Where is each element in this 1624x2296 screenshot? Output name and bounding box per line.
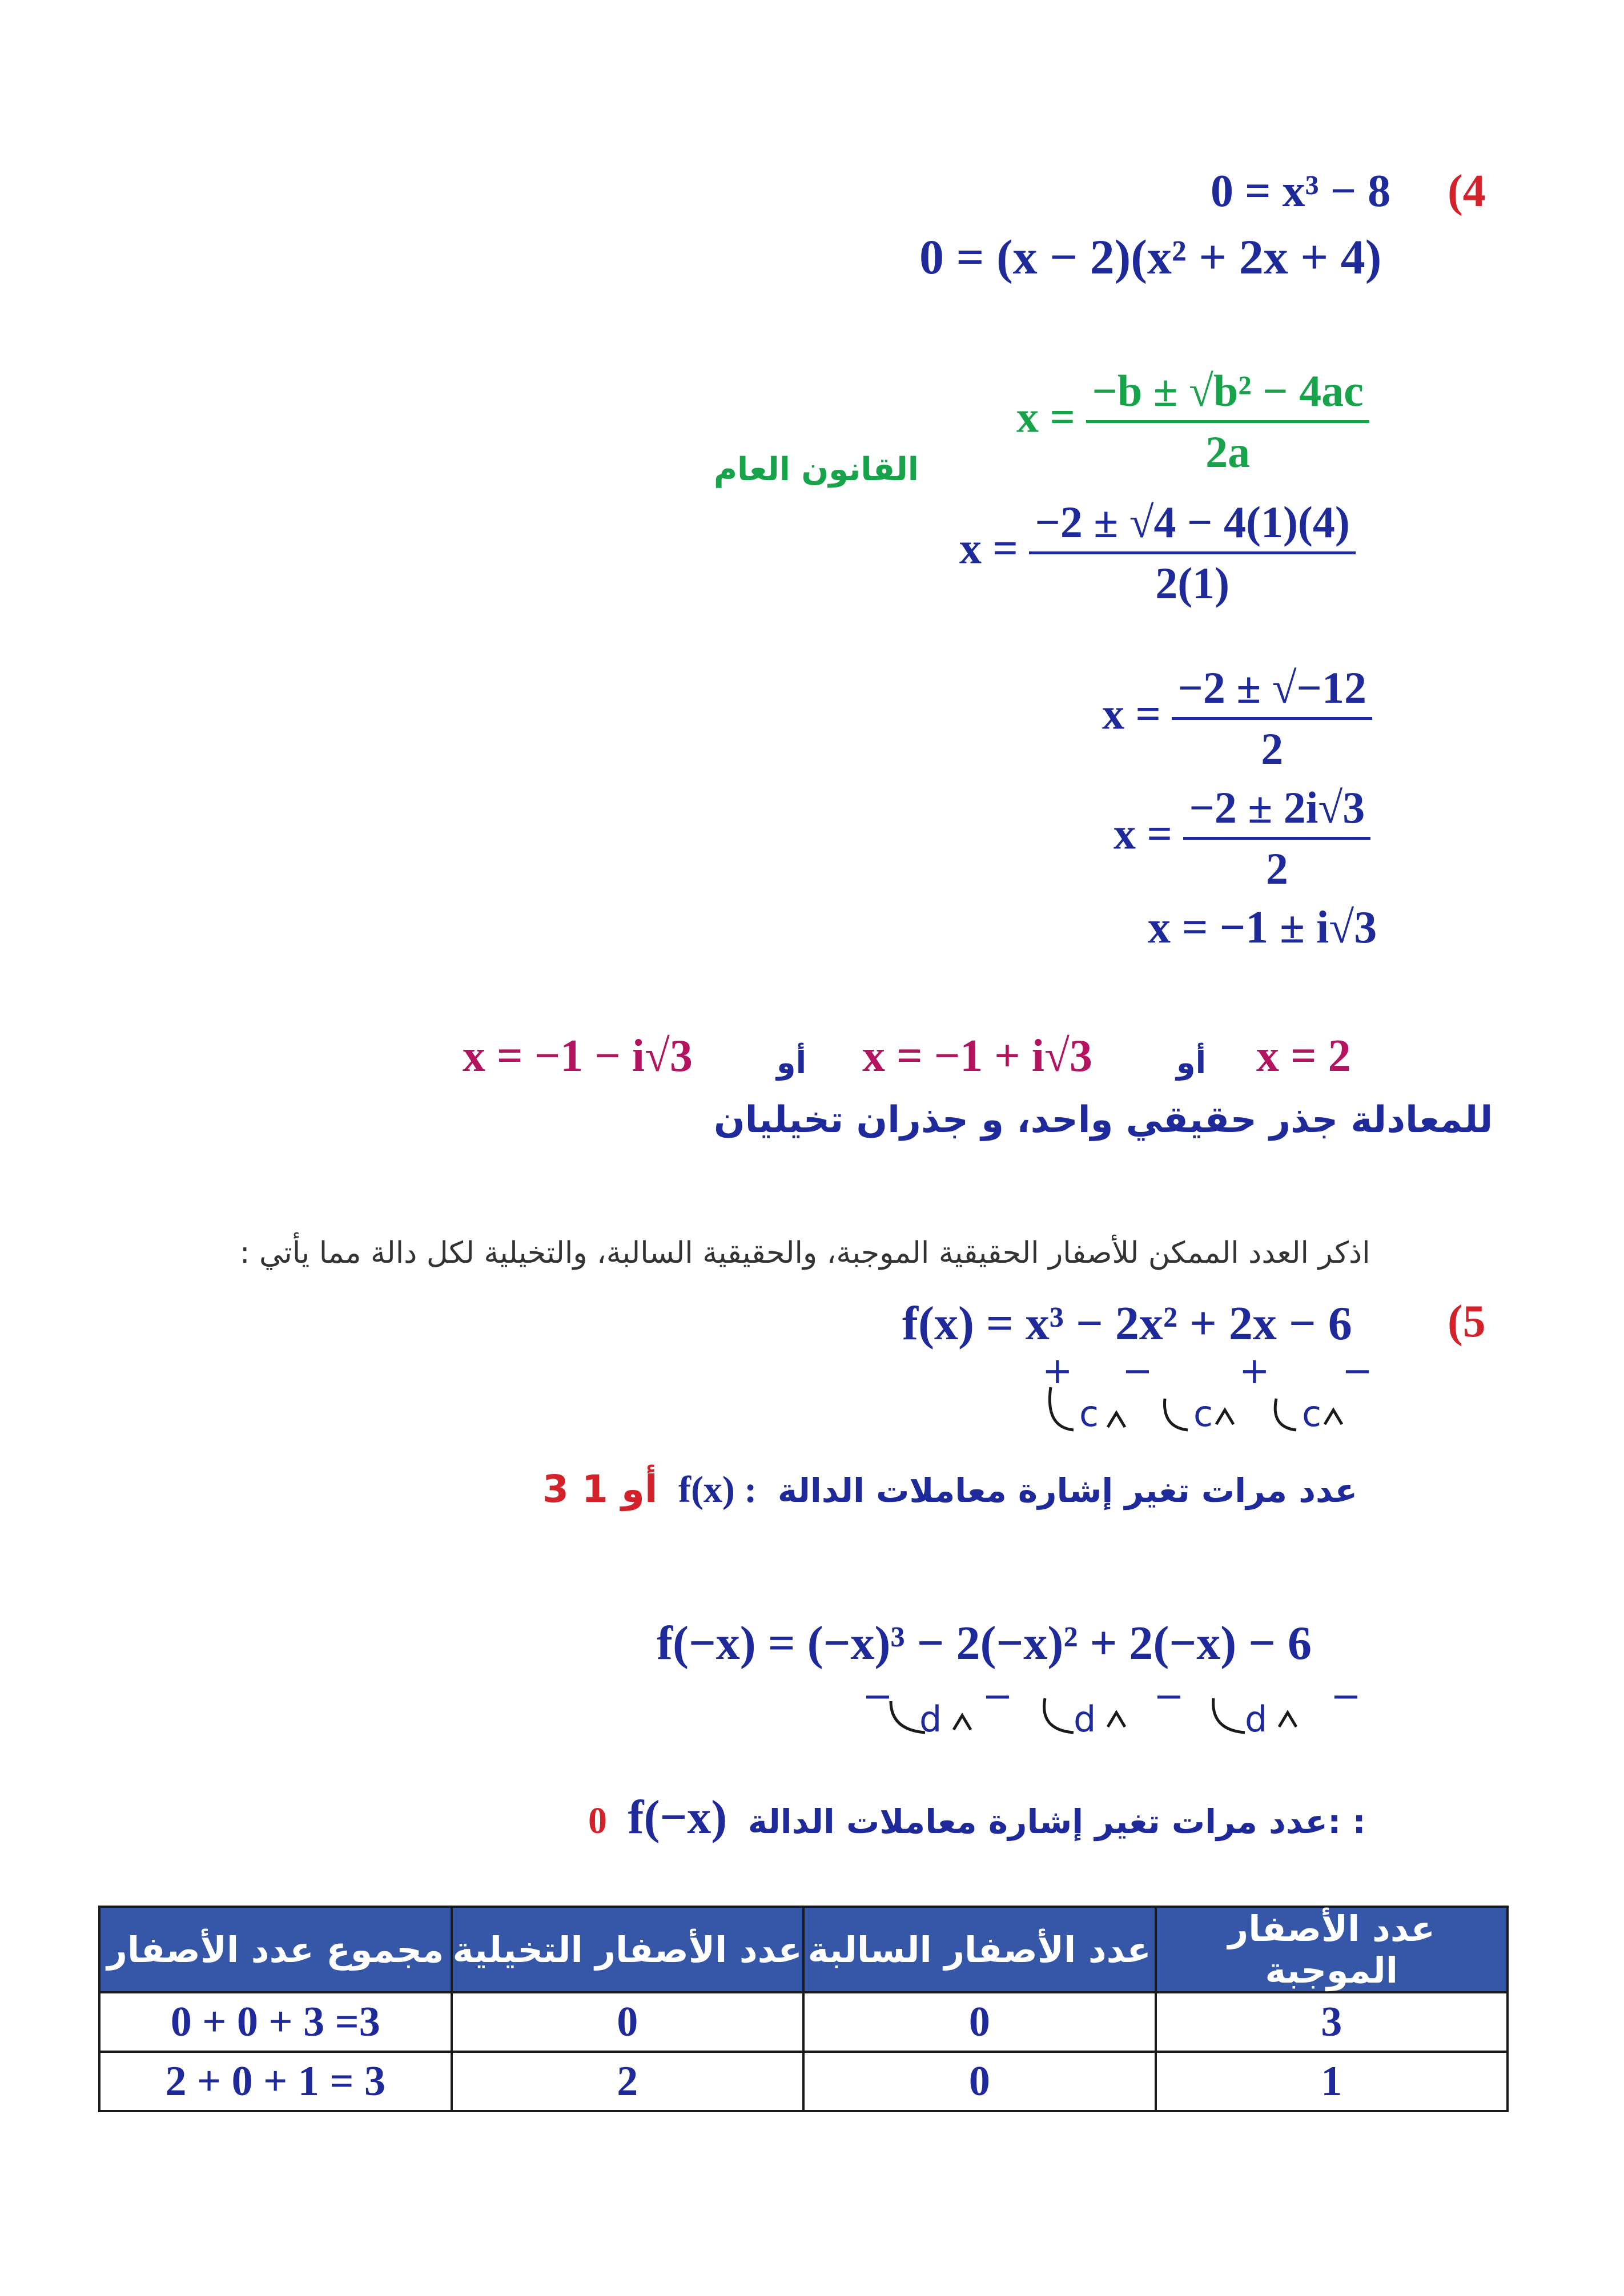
arc-fnegx-2b: [1108, 1713, 1125, 1727]
equation-cubic: 0 = x³ − 8: [1211, 166, 1391, 216]
step1-denominator: 2(1): [1155, 558, 1230, 608]
formula-denominator: 2a: [1205, 427, 1251, 477]
quadratic-formula: [1016, 365, 1369, 478]
step3-denominator: 2: [1265, 844, 1288, 893]
sign-changes-fnegx-label: عدد مرات تغير إشارة معاملات الدالة: :: [747, 1802, 1366, 1841]
step-imaginary: [1114, 782, 1370, 895]
sign-changes-fx-label: عدد مرات تغير إشارة معاملات الدالة: [777, 1471, 1358, 1510]
sign-fx-2: −: [1122, 1350, 1153, 1392]
sign-fx-3: +: [1239, 1350, 1270, 1392]
sign-changes-fnegx-expr: f(−x): [628, 1791, 727, 1844]
cell-imaginary: 0: [452, 1992, 804, 2052]
cell-total: 0 + 0 + 3 =3: [99, 1992, 452, 2052]
quadratic-formula-label: القانون العام: [714, 451, 919, 488]
change-mark-fx-3: c: [1302, 1393, 1322, 1435]
problem-number-4: (4: [1448, 166, 1486, 216]
roots-conclusion: للمعادلة جذر حقيقي واحد، و جذران تخيليان: [714, 1099, 1493, 1141]
formula-lhs: x =: [1016, 392, 1075, 442]
function-f-neg-x: f(−x) = (−x)³ − 2(−x)² + 2(−x) − 6: [657, 1617, 1312, 1670]
arc-fx-3: [1275, 1399, 1296, 1430]
header-total-zeros: مجموع عدد الأصفار: [99, 1907, 452, 1992]
table-header-row: [99, 1907, 1508, 1992]
header-imaginary-zeros: عدد الأصفار التخيلية: [452, 1907, 804, 1992]
sign-changes-fx-line: [542, 1467, 1357, 1512]
zeros-table: [98, 1906, 1509, 2112]
step1-numerator: −2 ± √4 − 4(1)(4): [1029, 497, 1355, 554]
cell-positive: 3: [1156, 1992, 1508, 2052]
arc-fx-1: [1050, 1387, 1074, 1430]
arc-fnegx-3: [1213, 1698, 1245, 1733]
step3-numerator: −2 ± 2i√3: [1183, 782, 1370, 840]
sign-changes-fx-expr: f(x) :: [678, 1469, 757, 1510]
arc-fnegx-1: [891, 1701, 925, 1733]
step1-lhs: x =: [959, 523, 1018, 573]
formula-numerator: −b ± √b² − 4ac: [1086, 365, 1369, 423]
sign-fnegx-4: −: [1330, 1675, 1361, 1718]
root-complex-plus: x = −1 + i√3: [862, 1031, 1092, 1081]
sign-fnegx-3: −: [1153, 1675, 1184, 1718]
step2-denominator: 2: [1261, 724, 1284, 774]
sign-fnegx-1: −: [862, 1675, 893, 1718]
step3-lhs: x =: [1114, 808, 1172, 859]
change-mark-fnegx-3: d: [1245, 1698, 1268, 1740]
arc-fx-2b: [1216, 1410, 1233, 1424]
arc-fx-1b: [1108, 1413, 1125, 1427]
step-result: x = −1 ± i√3: [1148, 903, 1377, 953]
cell-positive: 1: [1156, 2052, 1508, 2111]
header-negative-zeros: عدد الأصفار السالبة: [803, 1907, 1156, 1992]
sign-changes-fnegx-line: [588, 1790, 1366, 1845]
cell-total: 2 + 0 + 1 = 3: [99, 2052, 452, 2111]
change-mark-fx-2: c: [1193, 1393, 1213, 1435]
arc-fnegx-2: [1044, 1698, 1074, 1733]
root-complex-minus: x = −1 − i√3: [463, 1031, 693, 1081]
arc-fx-3b: [1325, 1410, 1342, 1424]
or-word-1: أو: [1176, 1045, 1207, 1081]
cell-negative: 0: [803, 1992, 1156, 2052]
or-word-2: أو: [777, 1045, 807, 1081]
sign-fnegx-2: −: [982, 1675, 1013, 1718]
step2-numerator: −2 ± √−12: [1172, 662, 1372, 720]
instruction-text: اذكر العدد الممكن للأصفار الحقيقية الموجبة، والحقيقية السالبة، والتخيلية لكل دالة مما يأتي :: [240, 1236, 1370, 1270]
step-substitution: [959, 497, 1356, 609]
arc-fx-2: [1165, 1399, 1188, 1430]
sign-fx-1: +: [1042, 1350, 1073, 1392]
sign-changes-fnegx-value: 0: [588, 1800, 607, 1842]
arc-fnegx-1b: [954, 1715, 971, 1730]
sign-changes-fx-value: 3 أو 1: [542, 1467, 658, 1511]
root-real: x = 2: [1256, 1031, 1351, 1081]
sign-change-arrows-fnegx: [874, 1690, 1330, 1747]
change-mark-fnegx-2: d: [1074, 1698, 1096, 1740]
table-row: [99, 1992, 1508, 2052]
sign-fx-4: −: [1342, 1350, 1373, 1392]
step-simplify: [1102, 662, 1372, 775]
table-row: [99, 2052, 1508, 2111]
change-mark-fx-1: c: [1079, 1393, 1099, 1435]
cell-negative: 0: [803, 2052, 1156, 2111]
sign-change-arrows-fx: [1039, 1381, 1382, 1444]
equation-factored: 0 = (x − 2)(x² + 2x + 4): [919, 229, 1382, 284]
step2-lhs: x =: [1102, 688, 1161, 739]
header-positive-zeros: عدد الأصفار الموجبة: [1156, 1907, 1508, 1992]
function-fx: f(x) = x³ − 2x² + 2x − 6: [902, 1297, 1352, 1350]
cell-imaginary: 2: [452, 2052, 804, 2111]
arc-fnegx-3b: [1279, 1713, 1296, 1727]
change-mark-fnegx-1: d: [919, 1698, 942, 1740]
problem-number-5: (5: [1448, 1296, 1486, 1347]
